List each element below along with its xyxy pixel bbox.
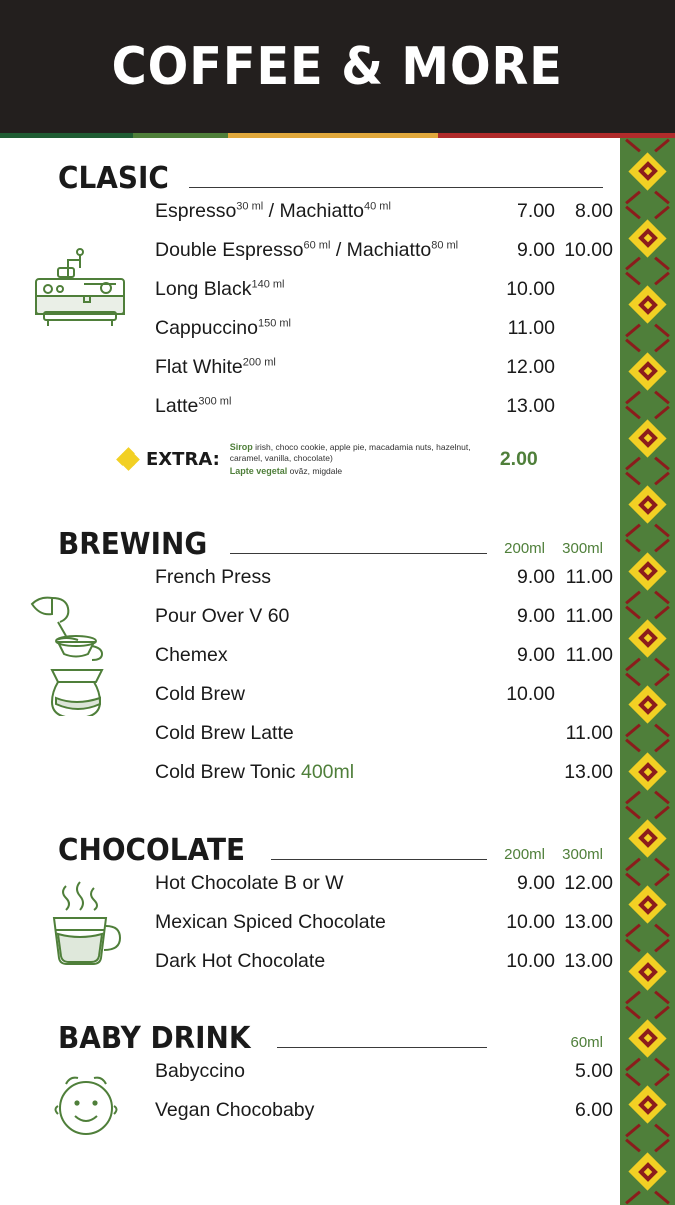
item-name: Chemex [155,644,228,666]
border-motif [620,672,675,739]
price-col-1: 10.00 [506,911,555,933]
menu-row [0,722,613,761]
menu-row [0,395,613,434]
section-title: CLASIC [58,161,169,196]
item-name: Espresso$^{30 ml}$ / Machiatto$^{40 ml}$ [155,200,391,222]
item-name: Cappuccino$^{150 ml}$ [155,317,292,339]
border-motif [620,938,675,1005]
item-name: Cold Brew Latte [155,722,294,744]
item-name: Cold Brew Tonic 400ml [155,761,355,783]
section-rule [271,859,487,860]
price-col-2: 13.00 [564,911,613,933]
section-chocolate [0,833,613,1018]
price-col-2: 10.00 [564,239,613,261]
border-motif [620,538,675,605]
border-motif [620,1005,675,1072]
price-col-2: 12.00 [564,872,613,894]
price-col-1: 9.00 [517,239,555,261]
menu-row [0,761,613,800]
section-header [0,1021,613,1056]
section-header [0,527,613,562]
item-name: Long Black$^{140 ml}$ [155,278,285,300]
item-name: Latte$^{300 ml}$ [155,395,232,417]
item-name: Cold Brew [155,683,245,705]
section-clasic [0,161,613,524]
column-header-200: 200ml [504,540,545,557]
price-col-2: 11.00 [565,605,613,627]
column-header-blank [487,1051,545,1056]
ornamental-border [620,138,675,1205]
item-volume-note: 400ml [300,761,355,783]
border-motif [620,271,675,338]
border-motif [620,405,675,472]
border-motif [620,738,675,805]
border-motif [620,805,675,872]
section-header [0,833,613,868]
item-name: Hot Chocolate B or W [155,872,344,894]
price-col-2: 5.00 [575,1060,613,1082]
border-motif [620,138,675,205]
pour-over-kettle-icon [18,586,143,721]
section-title: BABY DRINK [58,1021,251,1056]
section-brewing [0,527,613,830]
menu-body [0,138,675,1205]
border-motif [620,872,675,939]
price-col-1: 9.00 [517,644,555,666]
item-name: Vegan Chocobaby [155,1099,315,1121]
price-col-2: 11.00 [565,644,613,666]
extras-row [0,438,613,480]
price-col-2: 6.00 [575,1099,613,1121]
price-col-2: 11.00 [565,566,613,588]
item-name: Dark Hot Chocolate [155,950,326,972]
item-name: Mexican Spiced Chocolate [155,911,386,933]
section-rule [189,187,603,188]
price-col-1: 11.00 [507,317,555,339]
item-name: Pour Over V 60 [155,605,290,627]
price-col-1: 9.00 [517,872,555,894]
column-header-300: 300ml [562,540,603,557]
baby-face-icon [44,1068,129,1148]
menu-header [0,0,675,133]
page-title: COFFEE & MORE [111,36,564,97]
border-motif [620,471,675,538]
price-col-1: 10.00 [506,683,555,705]
price-col-2: 11.00 [565,722,613,744]
border-motif [620,1138,675,1205]
price-col-1: 10.00 [506,278,555,300]
flower-diamond-icon [118,449,138,469]
price-col-1: 12.00 [506,356,555,378]
border-motif [620,338,675,405]
column-header-60: 60ml [570,1034,603,1051]
menu-sections [0,138,613,1170]
price-col-1: 10.00 [506,950,555,972]
menu-row [0,356,613,395]
price-col-2: 8.00 [575,200,613,222]
section-title: BREWING [58,527,208,562]
section-baby-drink [0,1021,613,1164]
section-rule [277,1047,487,1048]
extras-description: Sirop irish, choco cookie, apple pie, macadamia nuts, hazelnut, caramel, vanilla, chocolate) Lapte vegetal ovăz, migdale [229,441,471,476]
extras-label: EXTRA: [146,448,220,470]
item-name: Flat White$^{200 ml}$ [155,356,276,378]
price-col-1: 9.00 [517,566,555,588]
price-col-1: 7.00 [517,200,555,222]
price-col-2: 13.00 [564,950,613,972]
price-col-1: 13.00 [506,395,555,417]
border-motif [620,1072,675,1139]
item-name: Babyccino [155,1060,245,1082]
item-name: Double Espresso$^{60 ml}$ / Machiatto$^{80 ml}$ [155,239,459,261]
section-header [0,161,613,196]
border-motif [620,205,675,272]
price-col-1: 9.00 [517,605,555,627]
column-header-200: 200ml [504,846,545,863]
hot-cup-icon [38,878,133,973]
price-col-2: 13.00 [564,761,613,783]
espresso-machine-icon [18,234,143,349]
extras-price: 2.00 [499,447,538,470]
section-title: CHOCOLATE [58,833,246,868]
column-header-300: 300ml [562,846,603,863]
section-rule [230,553,487,554]
item-name: French Press [155,566,271,588]
border-motif [620,605,675,672]
